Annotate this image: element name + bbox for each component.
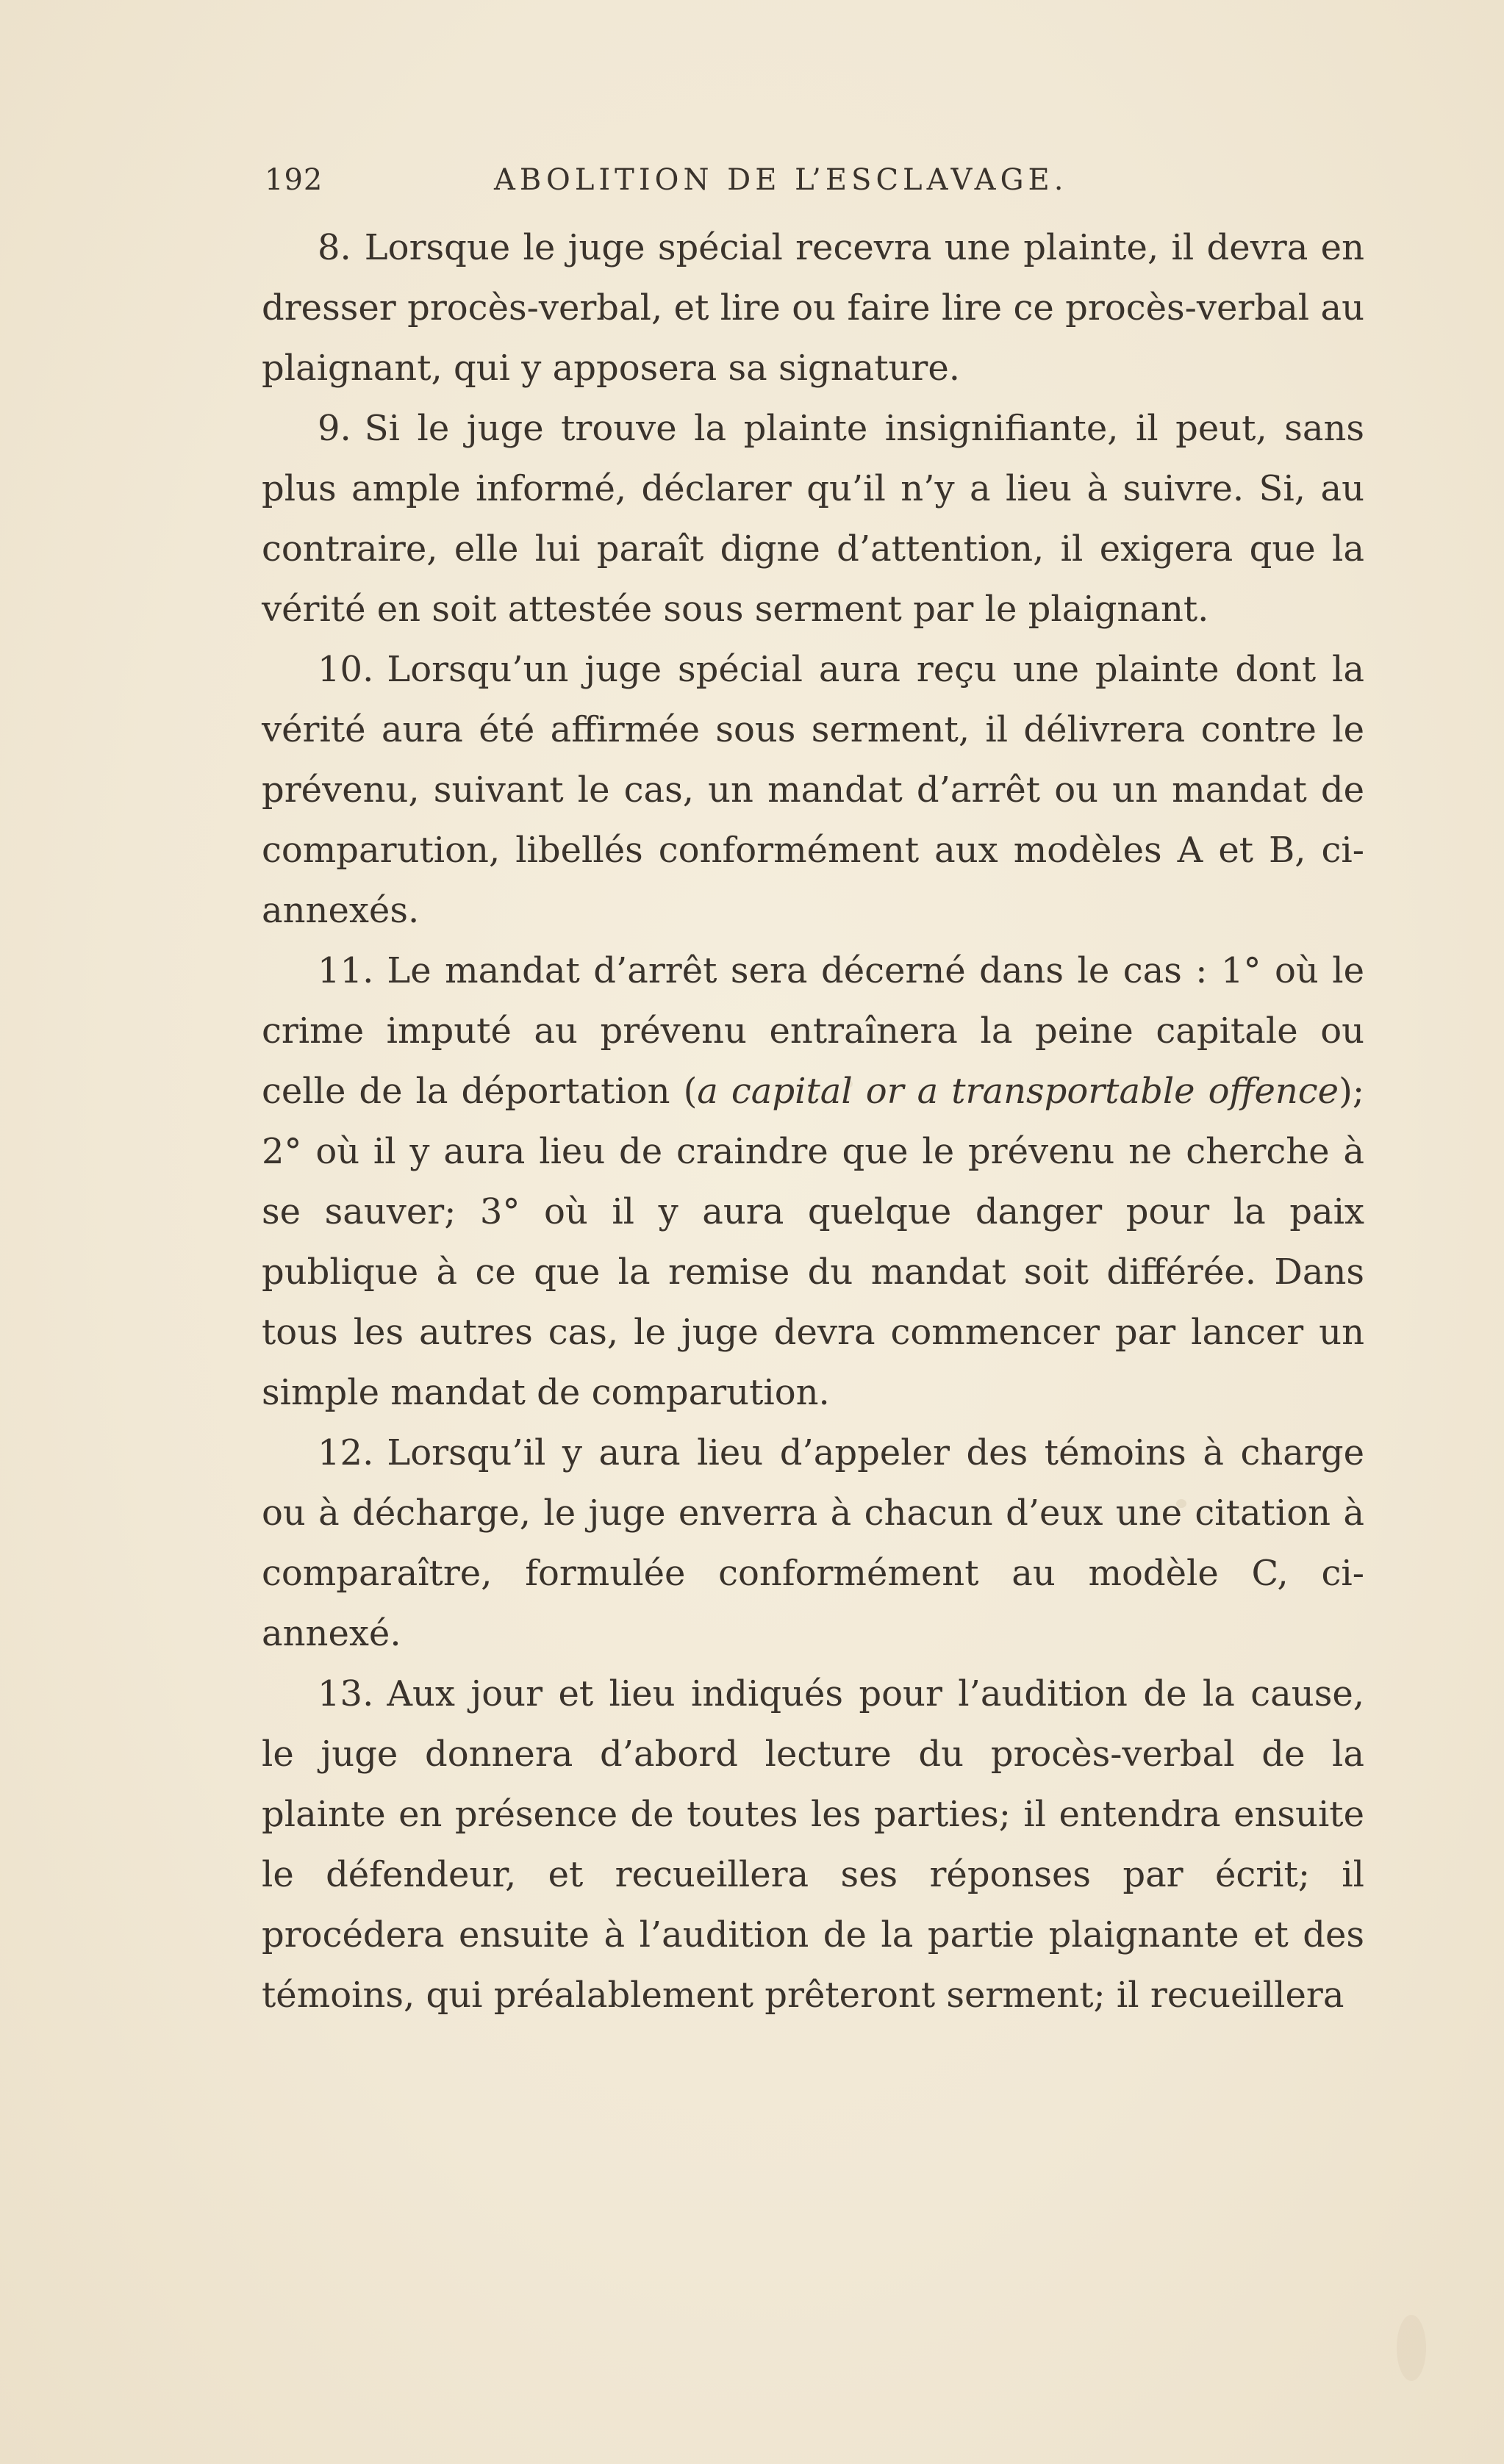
article-number: 10. [318, 649, 374, 690]
article-text: Lorsque le juge spécial recevra une plainte, il devra en dresser procès-verbal, et lire ou faire lire ce procès-verbal au plaignant, qui y apposera sa signature. [262, 227, 1364, 389]
article-text-after: ); 2° où il y aura lieu de craindre que le prévenu ne cherche à se sauver; 3° où il y aura quelque danger pour la paix publique à ce que la remise du mandat soit différée. Dans tous les autres cas, le juge devra commencer par lancer un simple mandat de comparution. [262, 1071, 1364, 1413]
article-number: 13. [318, 1673, 374, 1714]
article-13 [262, 1664, 1364, 2025]
article-text-before: Le mandat d’arrêt sera décerné dans le cas : 1° où le crime imputé au prévenu entraînera la peine capitale ou celle de la déportation ( [262, 950, 1364, 1112]
article-12 [262, 1423, 1364, 1664]
article-number: 12. [318, 1432, 374, 1473]
body-text [262, 218, 1364, 2025]
page-header [265, 163, 1367, 207]
paper-stain [1397, 2315, 1426, 2381]
article-text: Si le juge trouve la plainte insignifiante, il peut, sans plus ample informé, déclarer qu’il n’y a lieu à suivre. Si, au contraire, elle lui paraît digne d’attention, il exigera que la vérité en soit attestée sous serment par le plaignant. [262, 408, 1364, 630]
running-title: ABOLITION DE L’ESCLAVAGE. [494, 163, 1068, 197]
article-9 [262, 398, 1364, 639]
article-text: Lorsqu’un juge spécial aura reçu une plainte dont la vérité aura été affirmée sous serment, il délivrera contre le prévenu, suivant le cas, un mandat d’arrêt ou un mandat de comparution, libellés conformément aux modèles A et B, ci-annexés. [262, 649, 1364, 931]
article-8 [262, 218, 1364, 398]
article-text: Aux jour et lieu indiqués pour l’audition de la cause, le juge donnera d’abord lecture du procès-verbal de la plainte en présence de toutes les parties; il entendra ensuite le défendeur, et recueillera ses réponses par écrit; il procédera ensuite à l’audition de la partie plaignante et des témoins, qui préalablement prêteront serment; il recueillera [262, 1673, 1364, 2016]
article-number: 9. [318, 408, 351, 449]
article-10 [262, 639, 1364, 941]
article-text-italic: a capital or a transportable offence [697, 1071, 1339, 1112]
article-11 [262, 941, 1364, 1423]
article-number: 11. [318, 950, 374, 991]
page-number: 192 [265, 163, 323, 197]
article-text: Lorsqu’il y aura lieu d’appeler des témoins à charge ou à décharge, le juge enverra à chacun d’eux une citation à comparaître, formulée conformément au modèle C, ci-annexé. [262, 1432, 1364, 1654]
article-number: 8. [318, 227, 351, 268]
